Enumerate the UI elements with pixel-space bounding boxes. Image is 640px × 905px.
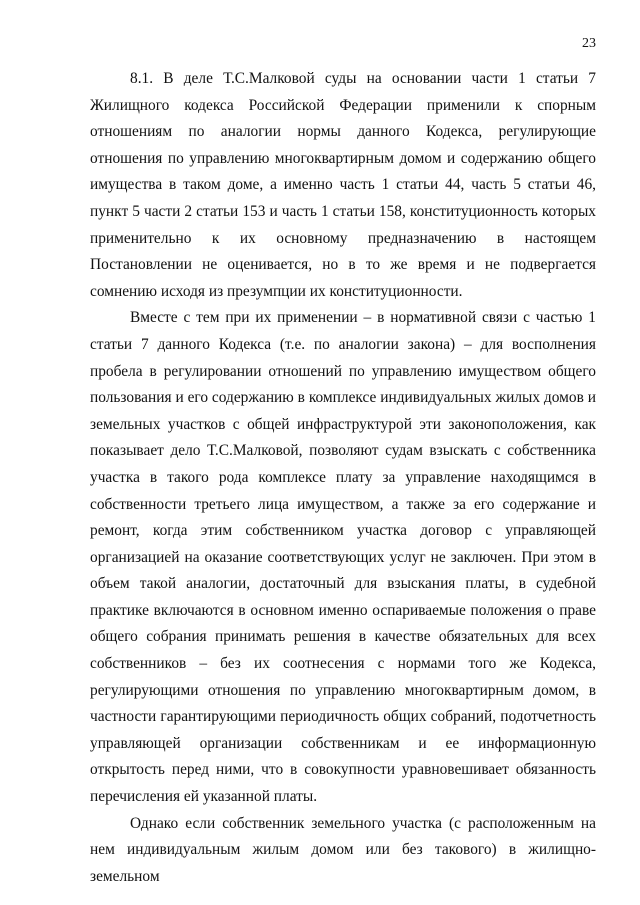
page-number: 23 bbox=[582, 36, 596, 51]
paragraph-3: Однако если собственник земельного участка (с расположенным на нем индивидуальным жилым домом или без такового) в жилищно-земельном bbox=[90, 814, 596, 885]
paragraph-1: 8.1. В деле Т.С.Малковой суды на основании части 1 статьи 7 Жилищного кодекса Российской Федерации применили к спорным отношениям по аналогии нормы данного Кодекса, регулирующие отношения по управлению многоквартирным домом и содержанию общего имущества в таком доме, а именно часть 1 статьи 44, часть 5 статьи 46, пункт 5 части 2 статьи 153 и часть 1 статьи 158, конституционность которых применительно к их основному предназначению в настоящем Постановлении не оценивается, но в то же время и не подвергается сомнению исходя из презумпции их конституционности. bbox=[90, 70, 596, 300]
document-body bbox=[90, 66, 596, 890]
paragraph-2: Вместе с тем при их применении – в нормативной связи с частью 1 статьи 7 данного Кодекса (т.е. по аналогии закона) – для восполнения пробела в регулировании отношений по управлению имуществом общего пользования и его содержанию в комплексе индивидуальных жилых домов и земельных участков с общей инфраструктурой эти законоположения, как показывает дело Т.С.Малковой, позволяют судам взыскать с собственника участка в такого рода комплексе плату за управление находящимся в собственности третьего лица имуществом, а также за его содержание и ремонт, когда этим собственником участка договор с управляющей организацией на оказание соответствующих услуг не заключен. При этом в объем такой аналогии, достаточный для взыскания платы, в судебной практике включаются в основном именно оспариваемые положения о праве общего собрания принимать решения в качестве обязательных для всех собственников – без их соотнесения с нормами того же Кодекса, регулирующими отношения по управлению многоквартирным домом, в частности гарантирующими периодичность общих собраний, подотчетность управляющей организации собственникам и ее информационную открытость перед ними, что в совокупности уравновешивает обязанность перечисления ей указанной платы. bbox=[90, 309, 596, 806]
